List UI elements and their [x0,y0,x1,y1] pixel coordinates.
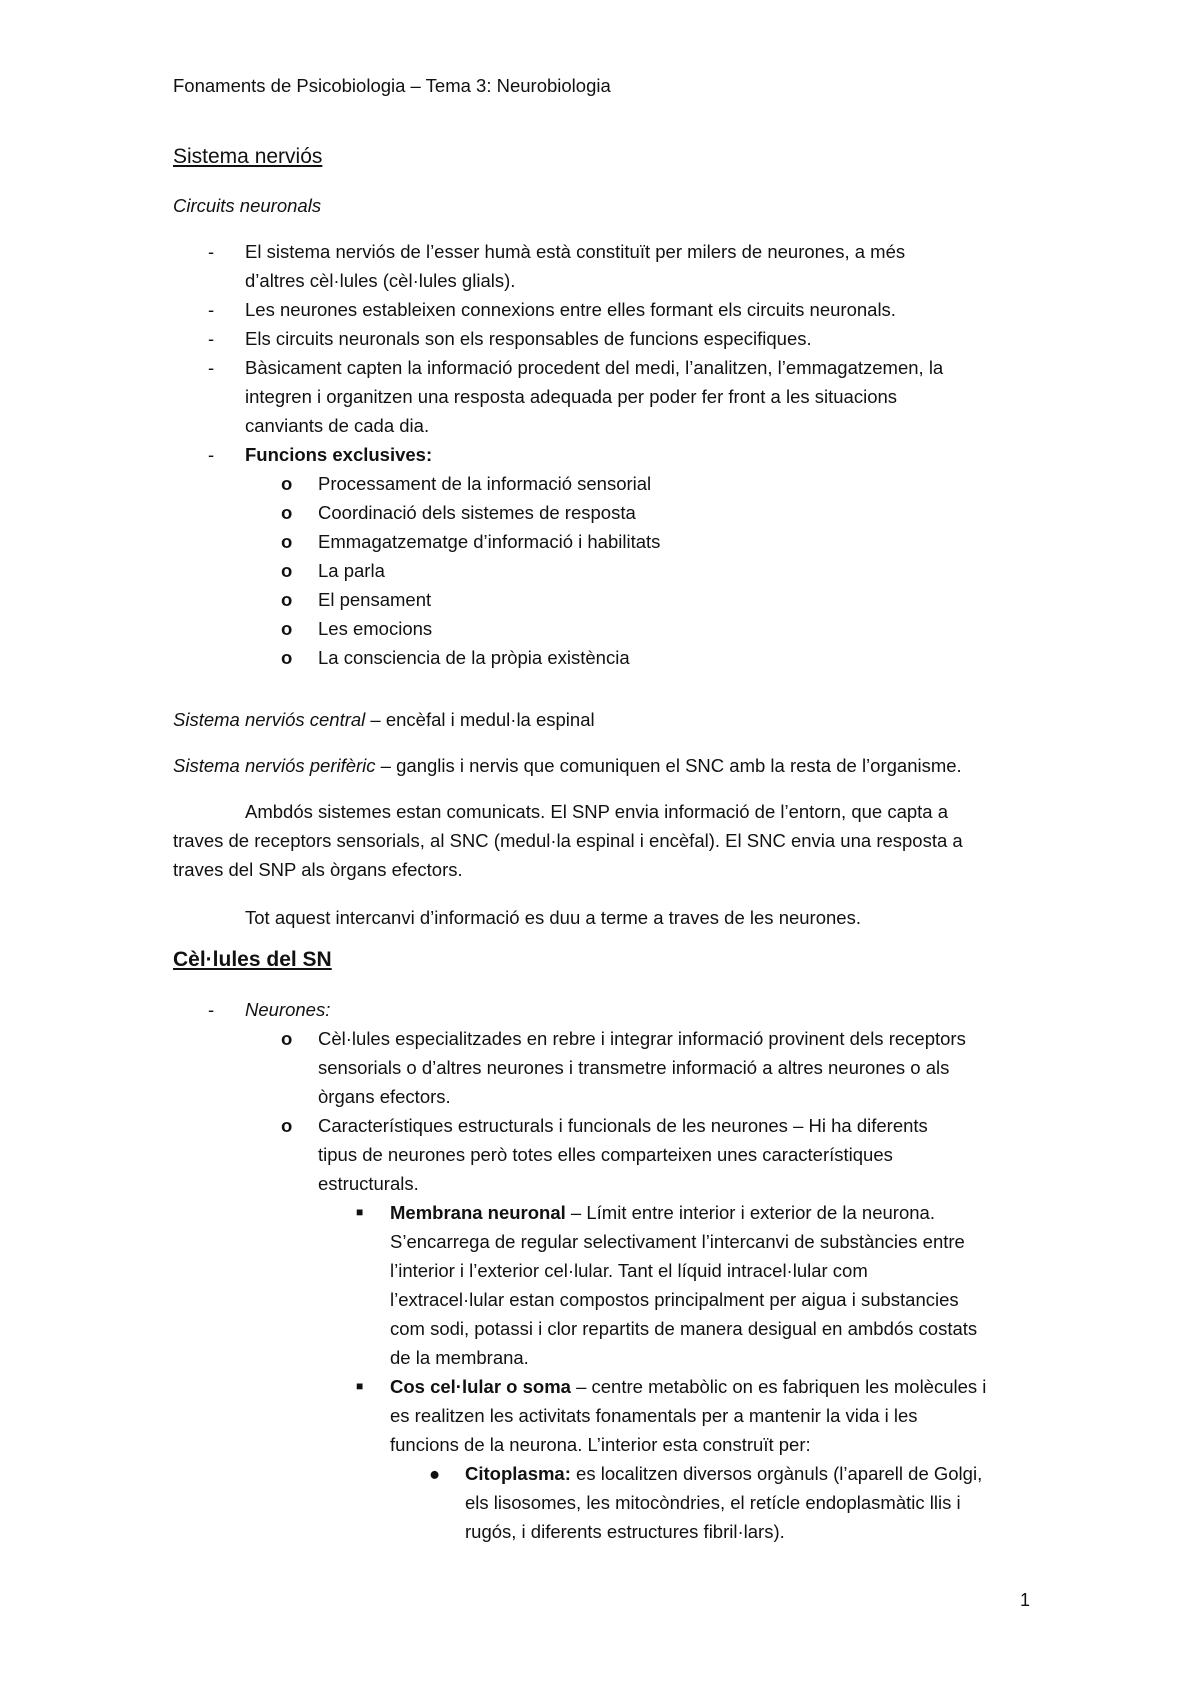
dash-bullet: - [208,357,215,378]
list-item: - El sistema nerviós de l’esser humà està constituït per milers de neurones, a més [245,237,1200,266]
square-bullet: ■ [356,1379,364,1393]
sublist-item: o La consciencia de la pròpia existència [318,643,1200,672]
square-item-continuation: es realitzen les activitats fonamentals per a mantenir la vida i les [390,1405,918,1426]
circuits-bullet-list [0,237,1200,672]
snp-definition: Sistema nerviós perifèric – ganglis i nervis que comuniquen el SNC amb la resta de l’organisme. [173,755,962,776]
sublist-item: o Cèl·lules especialitzades en rebre i integrar informació provinent dels receptors [318,1024,1200,1053]
dash-bullet: - [208,444,215,465]
sublist-item-continuation: òrgans efectors. [318,1086,451,1107]
circle-bullet: o [281,502,293,523]
circle-bullet: o [281,473,293,494]
square-item-continuation: com sodi, potassi i clor repartits de manera desigual en ambdós costats [390,1318,978,1339]
circle-bullet: o [281,1115,293,1136]
circle-bullet: o [281,531,293,552]
list-item-continuation: canviants de cada dia. [245,415,430,436]
funcions-sublist [0,469,1200,672]
paragraph-exchange: Tot aquest intercanvi d’informació es duu a terme a traves de les neurones. [245,907,861,928]
sublist-item: o Processament de la informació sensorial [318,469,1200,498]
square-item-continuation: S’encarrega de regular selectivament l’intercanvi de substàncies entre [390,1231,965,1252]
list-item: - Els circuits neuronals son els responsables de funcions especifiques. [245,324,1200,353]
dash-bullet: - [208,299,215,320]
list-item: - Les neurones estableixen connexions entre elles formant els circuits neuronals. [245,295,1200,324]
dot-bullet: ● [429,1463,441,1484]
square-item-membrana: ■ Membrana neuronal – Límit entre interior i exterior de la neurona. [390,1198,1200,1227]
circle-bullet: o [281,618,293,639]
dash-bullet: - [208,999,215,1020]
list-item-continuation: integren i organitzen una resposta adequada per poder fer front a les situacions [245,386,898,407]
sublist-item: o Emmagatzematge d’informació i habilitats [318,527,1200,556]
square-bullet: ■ [356,1205,364,1219]
sublist-item-continuation: estructurals. [318,1173,419,1194]
list-item: - Funcions exclusives: [245,440,1200,469]
paragraph-communication: Ambdós sistemes estan comunicats. El SNP envia informació de l’entorn, que capta a traves de receptors sensorials, al SNC (medul·la espinal i encèfal). El SNC envia una resposta a traves del SNP als òrgans efectors. [173,801,963,880]
sublist-item-continuation: tipus de neurones però totes elles comparteixen unes característiques [318,1144,893,1165]
dot-item-continuation: els lisosomes, les mitocòndries, el retícle endoplasmàtic llis i [465,1492,961,1513]
sublist-item: o El pensament [318,585,1200,614]
sublist-item: o Coordinació dels sistemes de resposta [318,498,1200,527]
sublist-item: o Característiques estructurals i funcionals de les neurones – Hi ha diferents [318,1111,1200,1140]
list-item: - Neurones: [245,995,1200,1024]
dash-bullet: - [208,328,215,349]
circle-bullet: o [281,560,293,581]
page-number: 1 [1019,1590,1030,1610]
circle-bullet: o [281,1028,293,1049]
section-title-cellules-sn: Cèl·lules del SN [173,948,332,971]
list-item: - Bàsicament capten la informació procedent del medi, l’analitzen, l’emmagatzemen, la [245,353,1200,382]
sublist-item: o La parla [318,556,1200,585]
square-item-continuation: de la membrana. [390,1347,529,1368]
square-item-continuation: funcions de la neurona. L’interior esta construït per: [390,1434,811,1455]
dot-item-citoplasma: ● Citoplasma: es localitzen diversos orgànuls (l’aparell de Golgi, [465,1459,1200,1488]
snc-definition: Sistema nerviós central – encèfal i medul·la espinal [173,709,595,730]
circle-bullet: o [281,589,293,610]
section-title-sistema-nervios: Sistema nerviós [173,145,323,168]
page-header: Fonaments de Psicobiologia – Tema 3: Neurobiologia [173,75,611,96]
square-item-continuation: l’extracel·lular estan compostos principalment per aigua i substancies [390,1289,959,1310]
subtitle-circuits-neuronals: Circuits neuronals [173,195,322,216]
cellules-list [0,995,1200,1546]
square-item-cos-cellular: ■ Cos cel·lular o soma – centre metabòlic on es fabriquen les molècules i [390,1372,1200,1401]
circle-bullet: o [281,647,293,668]
dash-bullet: - [208,241,215,262]
list-item-continuation: d’altres cèl·lules (cèl·lules glials). [245,270,516,291]
sublist-item: o Les emocions [318,614,1200,643]
square-item-continuation: l’interior i l’exterior cel·lular. Tant el líquid intracel·lular com [390,1260,868,1281]
sublist-item-continuation: sensorials o d’altres neurones i transmetre informació a altres neurones o als [318,1057,950,1078]
dot-item-continuation: rugós, i diferents estructures fibril·lars). [465,1521,785,1542]
